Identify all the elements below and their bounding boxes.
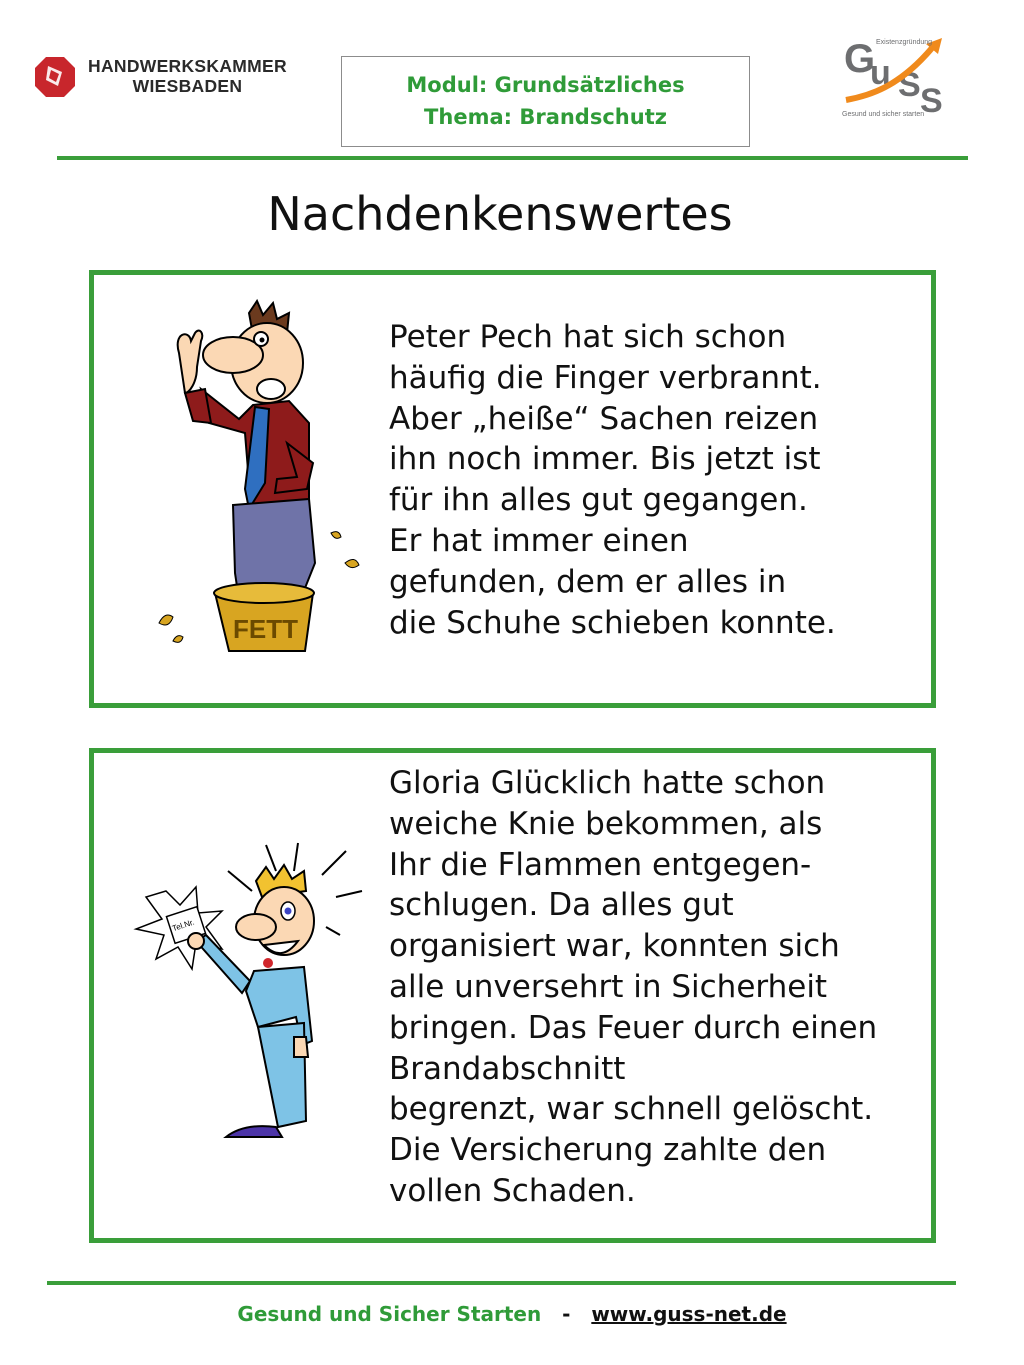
story-panel-peter xyxy=(89,270,936,708)
story-line: gefunden, dem er alles in xyxy=(389,563,787,600)
story-line: häufig die Finger verbrannt. xyxy=(389,359,822,396)
gloria-gluecklich-illustration xyxy=(126,831,366,1146)
footer-link[interactable]: www.guss-net.de xyxy=(591,1302,787,1326)
module-label: Modul: Grundsätzliches xyxy=(406,73,685,97)
story-line: alle unversehrt in Sicherheit xyxy=(389,968,828,1005)
story-line: Die Versicherung zahlte den xyxy=(389,1132,827,1169)
story-line: organisiert war, konnten sich xyxy=(389,928,840,965)
footer xyxy=(0,1302,1024,1326)
guss-letter-s: S xyxy=(898,66,921,104)
topic-label: Thema: Brandschutz xyxy=(424,105,667,129)
story-line: schlugen. Da alles gut xyxy=(389,887,734,924)
hwk-emblem-icon xyxy=(34,56,76,98)
page-title: Nachdenkenswertes xyxy=(267,187,733,241)
story-line: ihn noch immer. Bis jetzt ist xyxy=(389,441,821,478)
guss-letter-u: u xyxy=(870,54,891,92)
story-line: begrenzt, war schnell gelöscht. xyxy=(389,1091,874,1128)
story-line: Ihr die Flammen entgegen- xyxy=(389,846,812,883)
story-text-gloria xyxy=(389,763,877,1212)
guss-bottom-text: Gesund und sicher starten xyxy=(842,111,925,118)
peter-pech-illustration xyxy=(149,293,369,663)
story-line: für ihn alles gut gegangen. xyxy=(389,482,808,519)
story-line: vollen Schaden. xyxy=(389,1172,636,1209)
handwerkskammer-logo xyxy=(34,52,304,100)
story-text-peter xyxy=(389,317,836,643)
guss-letter-s2: S xyxy=(920,82,943,118)
story-line: Brandabschnitt xyxy=(389,1050,626,1087)
guss-logo xyxy=(838,34,948,118)
story-line: Peter Pech hat sich schon xyxy=(389,319,787,355)
pot-label: FETT xyxy=(233,614,298,644)
story-line: Er hat immer einen xyxy=(389,522,689,559)
guss-letter-g: G xyxy=(844,37,876,81)
story-line: weiche Knie bekommen, als xyxy=(389,805,823,842)
hwk-name xyxy=(88,56,287,96)
header-divider xyxy=(57,156,968,160)
footer-divider xyxy=(47,1281,956,1285)
hwk-line-1: HANDWERKSKAMMER xyxy=(88,56,287,76)
story-line: bringen. Das Feuer durch einen xyxy=(389,1009,878,1046)
note-label: Tel.Nr. xyxy=(171,917,196,934)
module-info-box xyxy=(341,56,750,147)
guss-top-text: Existenzgründung xyxy=(876,39,933,46)
story-line: Aber „heiße“ Sachen reizen xyxy=(389,400,819,437)
story-line: die Schuhe schieben konnte. xyxy=(389,604,836,641)
story-panel-gloria xyxy=(89,748,936,1243)
hwk-line-2: WIESBADEN xyxy=(132,76,243,96)
footer-text: Gesund und Sicher Starten xyxy=(237,1302,542,1326)
footer-separator: - xyxy=(562,1302,571,1326)
story-line: Gloria Glücklich hatte schon xyxy=(389,765,826,801)
